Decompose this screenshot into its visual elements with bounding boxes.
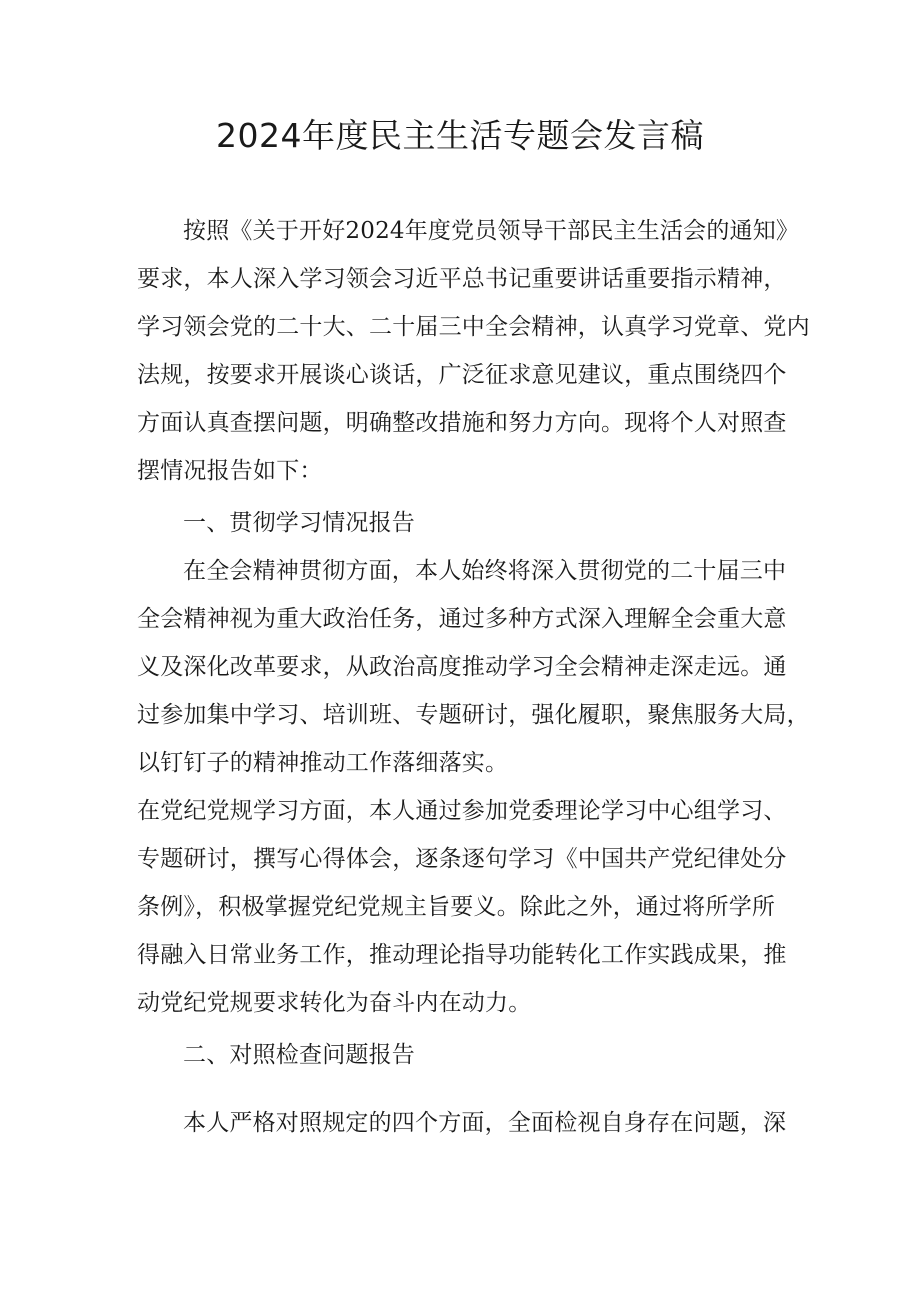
section-heading-2: 二、对照检查问题报告 xyxy=(183,1042,415,1068)
paragraph-line: 学习领会党的二十大、二十届三中全会精神，认真学习党章、党内 xyxy=(137,314,810,340)
paragraph-line: 本人严格对照规定的四个方面，全面检视自身存在问题，深 xyxy=(183,1110,787,1136)
paragraph-line: 要求，本人深入学习领会习近平总书记重要讲话重要指示精神， xyxy=(137,266,787,292)
paragraph-line: 义及深化改革要求，从政治高度推动学习全会精神走深走远。通 xyxy=(137,654,787,680)
paragraph-line: 按照《关于开好2024年度党员领导干部民主生活会的通知》 xyxy=(183,218,800,244)
paragraph-line: 全会精神视为重大政治任务，通过多种方式深入理解全会重大意 xyxy=(137,606,787,632)
paragraph-line: 得融入日常业务工作，推动理论指导功能转化工作实践成果，推 xyxy=(137,942,787,968)
paragraph-line: 过参加集中学习、培训班、专题研讨，强化履职，聚焦服务大局， xyxy=(137,702,810,728)
paragraph-line: 摆情况报告如下： xyxy=(137,458,323,484)
paragraph-line: 条例》，积极掌握党纪党规主旨要义。除此之外，通过将所学所 xyxy=(137,894,776,920)
paragraph-line: 方面认真查摆问题，明确整改措施和努力方向。现将个人对照查 xyxy=(137,410,787,436)
paragraph-line: 在党纪党规学习方面，本人通过参加党委理论学习中心组学习、 xyxy=(137,798,787,824)
document-title: 2024年度民主生活专题会发言稿 xyxy=(216,116,704,155)
section-heading-1: 一、贯彻学习情况报告 xyxy=(183,510,415,536)
paragraph-line: 动党纪党规要求转化为奋斗内在动力。 xyxy=(137,990,532,1016)
paragraph-line: 法规，按要求开展谈心谈话，广泛征求意见建议，重点围绕四个 xyxy=(137,362,787,388)
paragraph-line: 在全会精神贯彻方面，本人始终将深入贯彻党的二十届三中 xyxy=(183,558,787,584)
paragraph-line: 以钉钉子的精神推动工作落细落实。 xyxy=(137,750,509,776)
paragraph-line: 专题研讨，撰写心得体会，逐条逐句学习《中国共产党纪律处分 xyxy=(137,846,787,872)
